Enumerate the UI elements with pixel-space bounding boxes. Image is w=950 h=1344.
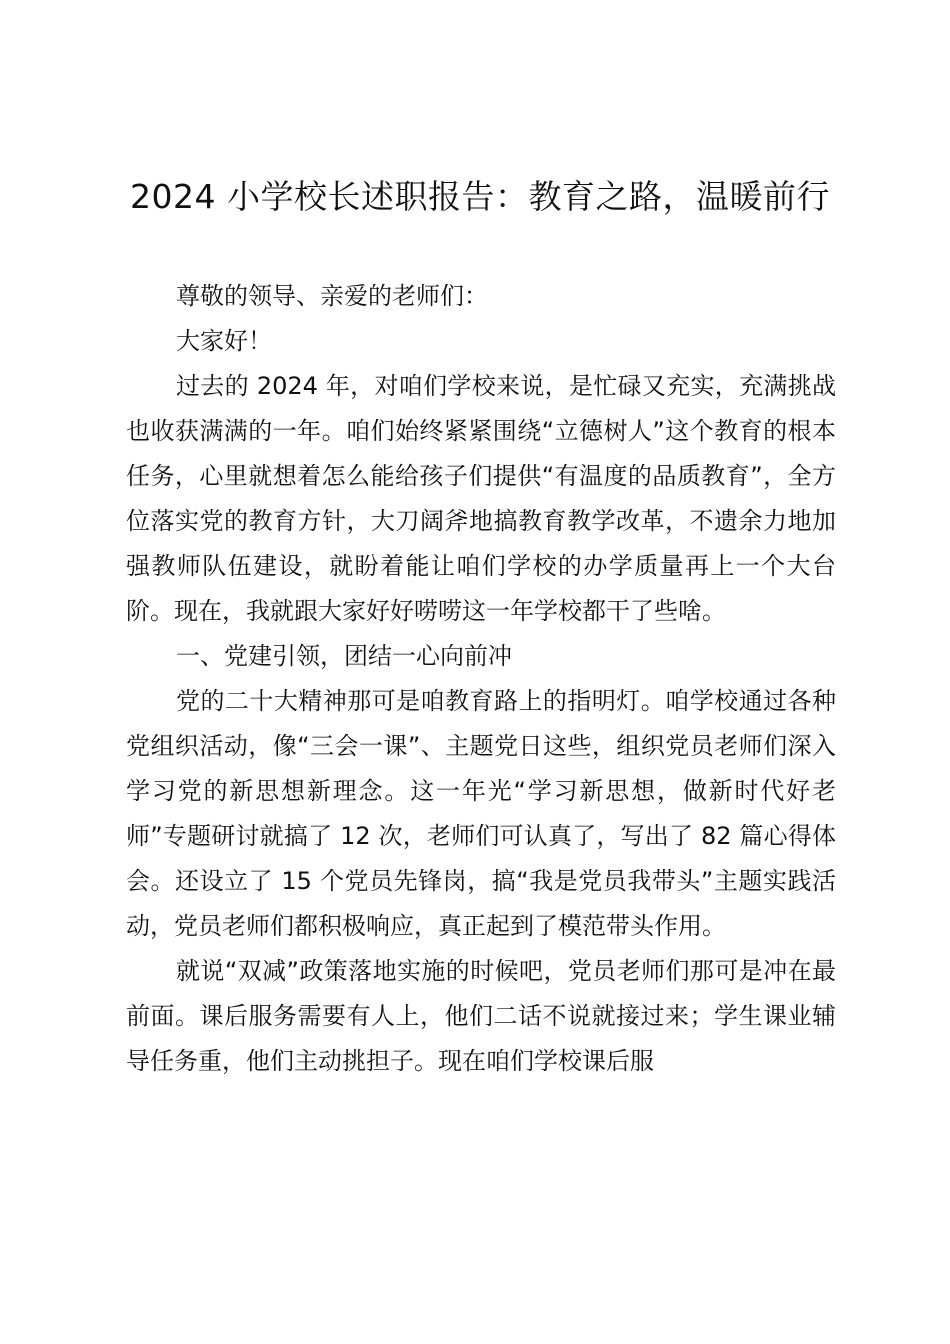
- paragraph-party-study: 党的二十大精神那可是咱教育路上的指明灯。咱学校通过各种党组织活动，像“三会一课”、主题党日这些，组织党员老师们深入学习党的新思想新理念。这一年光“学习新思想，做新时代好老师”专题研讨就搞了 12 次，老师们可认真了，写出了 82 篇心得体会。还设立了 15 个党员先锋岗，搞“我是党员我带头”主题实践活动，党员老师们都积极响应，真正起到了模范带头作用。: [126, 687, 836, 940]
- document-title: 2024 小学校长述职报告：教育之路，温暖前行: [130, 177, 830, 216]
- section-heading: 一、党建引领，团结一心向前冲: [176, 642, 512, 670]
- salutation: 尊敬的领导、亲爱的老师们：: [176, 282, 488, 310]
- paragraph-double-reduction: 就说“双减”政策落地实施的时候吧，党员老师们那可是冲在最前面。课后服务需要有人上，他们二话不说就接过来；学生课业辅导任务重，他们主动挑担子。现在咱们学校课后服: [126, 957, 836, 1075]
- document-body: [126, 274, 836, 1084]
- paragraph-intro: 过去的 2024 年，对咱们学校来说，是忙碌又充实，充满挑战也收获满满的一年。咱们始终紧紧围绕“立德树人”这个教育的根本任务，心里就想着怎么能给孩子们提供“有温度的品质教育”，全方位落实党的教育方针，大刀阔斧地搞教育教学改革，不遗余力地加强教师队伍建设，就盼着能让咱们学校的办学质量再上一个大台阶。现在，我就跟大家好好唠唠这一年学校都干了些啥。: [126, 372, 836, 625]
- greeting: 大家好！: [176, 327, 272, 355]
